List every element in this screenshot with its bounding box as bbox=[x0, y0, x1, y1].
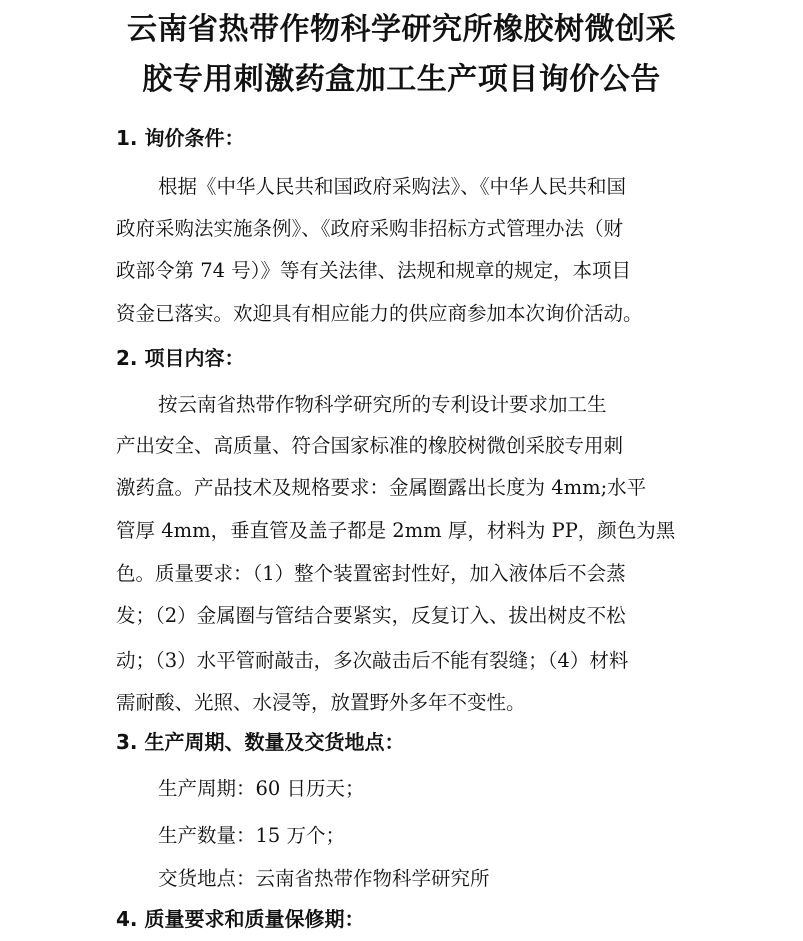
section-4-heading: 4. 质量要求和质量保修期： bbox=[116, 907, 365, 931]
section-1-heading: 1. 询价条件： bbox=[116, 126, 245, 150]
section-3-line-3: 交货地点：云南省热带作物科学研究所 bbox=[158, 867, 490, 890]
section-2-line-1: 按云南省热带作物科学研究所的专利设计要求加工生 bbox=[158, 393, 607, 416]
section-1-line-3: 政部令第 74 号）》等有关法律、法规和规章的规定，本项目 bbox=[116, 259, 631, 282]
section-1-line-1: 根据《中华人民共和国政府采购法》、《中华人民共和国 bbox=[158, 175, 627, 198]
section-2-heading: 2. 项目内容： bbox=[116, 346, 245, 370]
section-1-line-4: 资金已落实。欢迎具有相应能力的供应商参加本次询价活动。 bbox=[116, 302, 643, 325]
section-3-line-2: 生产数量：15 万个； bbox=[158, 824, 346, 847]
section-2-line-2: 产出安全、高质量、符合国家标准的橡胶树微创采胶专用刺 bbox=[116, 434, 624, 457]
section-3-line-1: 生产周期：60 日历天； bbox=[158, 777, 365, 800]
section-2-line-6: 发；（2）金属圈与管结合要紧实，反复订入、拔出树皮不松 bbox=[116, 604, 626, 627]
section-3-heading: 3. 生产周期、数量及交货地点： bbox=[116, 730, 405, 754]
section-2-line-8: 需耐酸、光照、水浸等，放置野外多年不变性。 bbox=[116, 691, 526, 714]
section-2-line-4: 管厚 4mm，垂直管及盖子都是 2mm 厚，材料为 PP，颜色为黑 bbox=[116, 519, 676, 542]
document-title-line-1: 云南省热带作物科学研究所橡胶树微创采 bbox=[127, 12, 676, 47]
section-1-line-2: 政府采购法实施条例》、《政府采购非招标方式管理办法（财 bbox=[116, 217, 624, 240]
section-2-line-3: 激药盒。产品技术及规格要求：金属圈露出长度为 4mm;水平 bbox=[116, 476, 647, 499]
section-2-line-7: 动；（3）水平管耐敲击，多次敲击后不能有裂缝；（4）材料 bbox=[116, 649, 629, 672]
document-title-line-2: 胶专用刺激药盒加工生产项目询价公告 bbox=[142, 62, 661, 97]
section-2-line-5: 色。质量要求：（1）整个装置密封性好，加入液体后不会蒸 bbox=[116, 562, 626, 585]
